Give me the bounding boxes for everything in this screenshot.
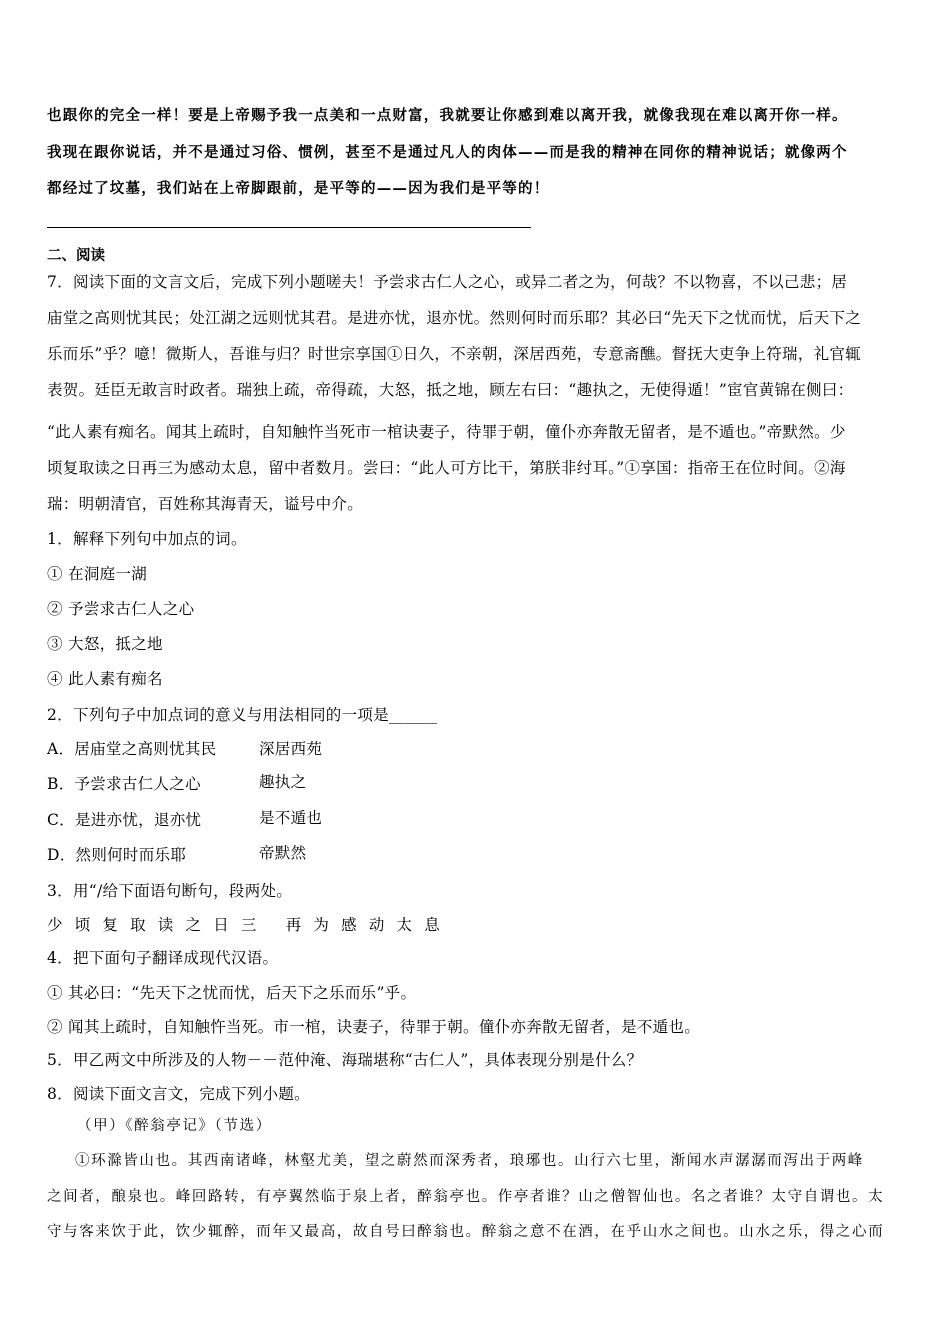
q7-passage-line: 顷复取读之日再三为感动太息，留中者数月。尝曰：“此人可方比干，第朕非纣耳。”①享国：指帝王在位时间。②海	[47, 459, 846, 477]
q7-sub3-prompt: 3．用“/给下面语句断句，段两处。	[47, 882, 293, 900]
q7-sub3-sentence: 少顷复取读之日三 再为感动太息	[47, 916, 452, 934]
q8-passage-line: 守与客来饮于此，饮少辄醉，而年又最高，故自号曰醉翁也。醉翁之意不在酒，在乎山水之间也。山水之乐，得之心而	[47, 1224, 885, 1240]
q7-sub1-item: ② 予尝求古仁人之心	[47, 600, 195, 618]
q7-sub5-prompt: 5．甲乙两文中所涉及的人物－－范仲淹、海瑞堪称“古仁人”，具体表现分别是什么？	[47, 1051, 643, 1069]
option-text: D．然则何时而乐耶	[47, 846, 187, 864]
q7-sub2-prompt: 2．下列句子中加点词的意义与用法相同的一项是______	[47, 706, 438, 724]
option-compare: 帝默然	[259, 844, 307, 862]
q7-passage-line: 7．阅读下面的文言文后，完成下列小题嗟夫！予尝求古仁人之心，或异二者之为，何哉？不以物喜，不以己悲；居	[47, 273, 848, 291]
q7-passage-line: 庙堂之高则忧其民；处江湖之远则忧其君。是进亦忧，退亦忧。然则何时而乐耶？其必曰“先天下之忧而忧，后天下之	[47, 309, 862, 327]
section-title: 二、阅读	[47, 248, 105, 264]
q8-subtitle: （甲）《醉翁亭记》（节选）	[77, 1118, 272, 1134]
option-text: A．居庙堂之高则忧其民	[47, 740, 217, 758]
q7-sub4-prompt: 4．把下面句子翻译成现代汉语。	[47, 949, 279, 967]
intro-line-1: 也跟你的完全一样！要是上帝赐予我一点美和一点财富，我就要让你感到难以离开我，就像我现在难以离开你一样。	[47, 108, 848, 124]
q7-sub1-item: ① 在洞庭一湖	[47, 565, 148, 583]
q7-passage-line: 表贺。廷臣无敢言时政者。瑞独上疏，帝得疏，大怒，抵之地，顾左右曰：“趣执之，无使得遁！”宦官黄锦在侧曰：	[47, 381, 854, 399]
intro-line-2: 我现在跟你说话，并不是通过习俗、惯例，甚至不是通过凡人的肉体——而是我的精神在同你的精神说话；就像两个	[47, 145, 848, 161]
q7-passage-line: “此人素有痴名。闻其上疏时，自知触忤当死市一棺诀妻子，待罪于朝，僮仆亦奔散无留者，是不遁也。”帝默然。少	[47, 423, 846, 441]
option-text: C．是进亦忧，退亦忧	[47, 811, 202, 829]
q7-sub4-item: ① 其必曰：“先天下之忧而忧，后天下之乐而乐”乎。	[47, 984, 417, 1002]
q7-passage-line: 瑞：明朝清官，百姓称其海青天，谥号中介。	[47, 495, 364, 513]
answer-underline	[47, 227, 531, 228]
q8-prompt: 8．阅读下面文言文，完成下列小题。	[47, 1085, 310, 1103]
q7-passage-line: 乐而乐”乎？噫！微斯人，吾谁与归？时世宗享国①日久，不亲朝，深居西苑，专意斋醮。督抚大吏争上符瑞，礼官辄	[47, 345, 862, 363]
option-compare: 深居西苑	[259, 740, 323, 758]
q7-sub1-prompt: 1．解释下列句中加点的词。	[47, 530, 247, 548]
option-text: B．予尝求古仁人之心	[47, 775, 201, 793]
option-compare: 是不遁也	[259, 809, 323, 827]
option-compare: 趣执之	[259, 773, 307, 791]
q7-sub1-item: ③ 大怒，抵之地	[47, 635, 163, 653]
q7-sub1-item: ④ 此人素有痴名	[47, 670, 163, 688]
q8-passage-line: ①环滁皆山也。其西南诸峰，林壑尤美，望之蔚然而深秀者，琅琊也。山行六七里，渐闻水声潺潺而泻出于两峰	[75, 1153, 864, 1169]
q7-sub4-item: ② 闻其上疏时，自知触忤当死。市一棺，诀妻子，待罪于朝。僮仆亦奔散无留者，是不遁也。	[47, 1018, 701, 1036]
intro-line-3: 都经过了坟墓，我们站在上帝脚跟前，是平等的——因为我们是平等的！	[47, 181, 550, 197]
q8-passage-line: 之间者，酿泉也。峰回路转，有亭翼然临于泉上者，醉翁亭也。作亭者谁？山之僧智仙也。名之者谁？太守自谓也。太	[47, 1189, 885, 1205]
